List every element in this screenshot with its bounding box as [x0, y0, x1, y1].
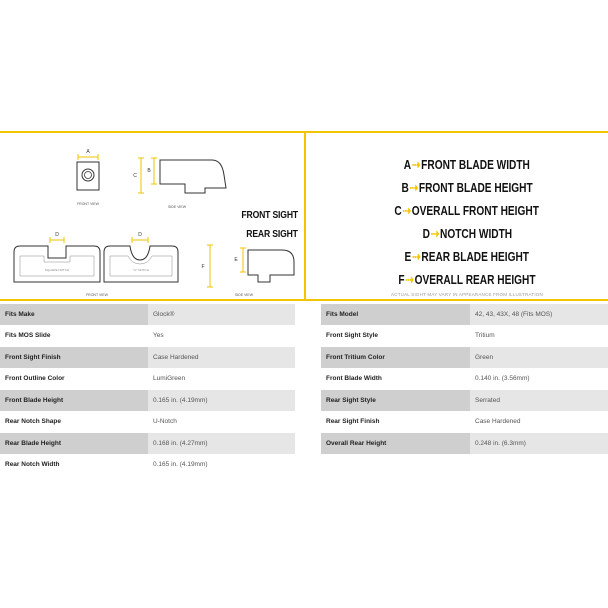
spec-value: Green	[470, 347, 608, 369]
spec-table-left	[0, 304, 295, 476]
spec-label: Front Sight Style	[321, 326, 470, 348]
rear-sight-side-view	[201, 245, 294, 297]
table-row	[0, 390, 295, 412]
legend-item: D ⇢ NOTCH WIDTH	[422, 225, 512, 241]
front-view-caption-bottom: FRONT VIEW	[86, 293, 108, 297]
spec-label: Fits Model	[321, 304, 470, 326]
spec-value: U-Notch	[148, 412, 295, 434]
legend-item: C ⇢ OVERALL FRONT HEIGHT	[394, 202, 540, 218]
spec-value: 42, 43, 43X, 48 (Fits MOS)	[470, 304, 608, 326]
dim-label-f: F	[201, 264, 205, 270]
side-view-caption-bottom: SIDE VIEW	[234, 293, 254, 297]
table-row	[321, 304, 608, 326]
legend-item: A ⇢ FRONT BLADE WIDTH	[403, 156, 531, 172]
spec-value: LumiGreen	[148, 369, 295, 391]
table-row	[0, 326, 295, 348]
legend-item: E ⇢ REAR BLADE HEIGHT	[404, 248, 530, 264]
spec-label: Rear Blade Height	[0, 433, 148, 455]
spec-value: Case Hardened	[470, 412, 608, 434]
spec-value: Glock®	[148, 304, 295, 326]
spec-table-right	[321, 304, 608, 455]
spec-label: Rear Notch Width	[0, 455, 148, 477]
spec-value: 0.165 in. (4.19mm)	[148, 455, 295, 477]
rear-sight-square-notch	[14, 232, 109, 297]
square-notch-label: SQUARE NOTCH	[44, 268, 70, 272]
dim-label-a: A	[86, 149, 90, 155]
table-row	[0, 304, 295, 326]
spec-label: Front Outline Color	[0, 369, 148, 391]
table-row	[321, 433, 608, 455]
table-row	[0, 455, 295, 477]
spec-value: 0.140 in. (3.56mm)	[470, 369, 608, 391]
spec-label: Front Tritium Color	[321, 347, 470, 369]
table-row	[0, 347, 295, 369]
spec-label: Front Sight Finish	[0, 347, 148, 369]
dim-label-d-square: D	[55, 232, 59, 238]
spec-label: Front Blade Height	[0, 390, 148, 412]
legend-item: B ⇢ FRONT BLADE HEIGHT	[401, 179, 533, 195]
spec-label: Fits MOS Slide	[0, 326, 148, 348]
rear-sight-u-notch	[104, 232, 178, 282]
table-row	[0, 369, 295, 391]
spec-value: 0.248 in. (6.3mm)	[470, 433, 608, 455]
spec-label: Fits Make	[0, 304, 148, 326]
spec-value: Case Hardened	[148, 347, 295, 369]
rear-sight-heading: REAR SIGHT	[246, 228, 298, 240]
spec-label: Rear Sight Finish	[321, 412, 470, 434]
dim-label-b: B	[147, 168, 151, 174]
spec-label: Rear Notch Shape	[0, 412, 148, 434]
dimension-legend	[384, 153, 550, 297]
u-notch-label: "U" NOTCH	[133, 268, 149, 272]
table-row	[321, 326, 608, 348]
table-row	[0, 433, 295, 455]
spec-value: 0.168 in. (4.27mm)	[148, 433, 295, 455]
table-row	[321, 412, 608, 434]
legend-disclaimer: ACTUAL SIGHT MAY VARY IN APPEARANCE FROM ILLUSTRATION	[391, 292, 543, 297]
table-row	[321, 347, 608, 369]
spec-label: Rear Sight Style	[321, 390, 470, 412]
spec-label: Front Blade Width	[321, 369, 470, 391]
table-row	[321, 390, 608, 412]
side-view-caption-top: SIDE VIEW	[167, 205, 187, 209]
spec-value: Yes	[148, 326, 295, 348]
spec-value: Serrated	[470, 390, 608, 412]
dim-label-e: E	[234, 257, 238, 263]
dim-label-d-u: D	[138, 232, 142, 238]
front-view-caption-top: FRONT VIEW	[77, 202, 99, 206]
front-sight-front-view	[77, 149, 100, 206]
spec-value: Tritium	[470, 326, 608, 348]
table-row	[0, 412, 295, 434]
table-row	[321, 369, 608, 391]
spec-value: 0.165 in. (4.19mm)	[148, 390, 295, 412]
front-sight-heading: FRONT SIGHT	[241, 209, 298, 221]
dim-label-c: C	[133, 173, 137, 179]
front-sight-side-view	[133, 158, 226, 209]
legend-item: F ⇢ OVERALL REAR HEIGHT	[398, 271, 536, 287]
spec-label: Overall Rear Height	[321, 433, 470, 455]
